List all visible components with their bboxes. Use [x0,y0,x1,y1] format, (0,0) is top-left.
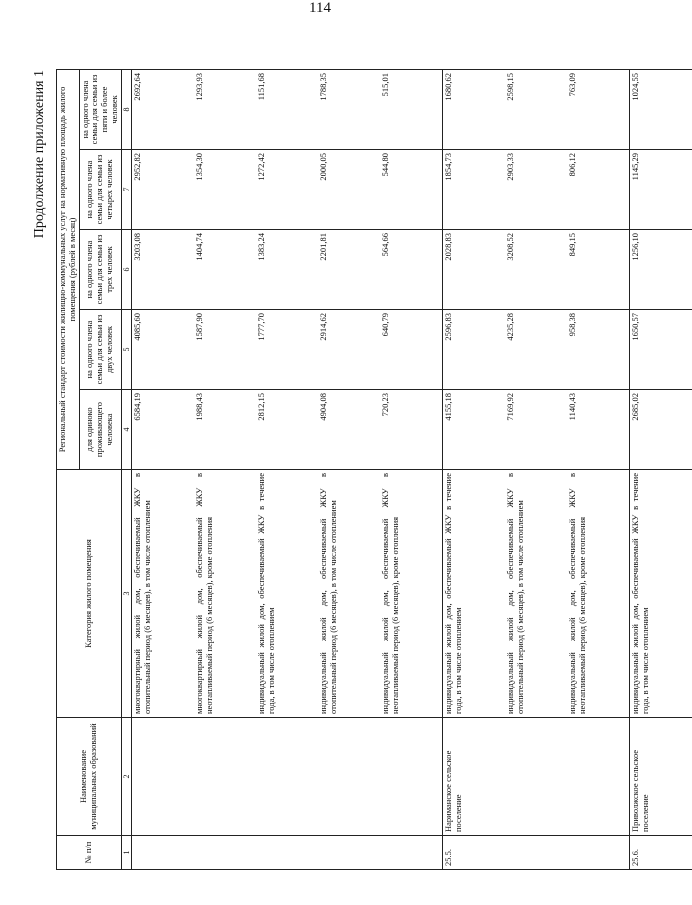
row-municipality [505,718,567,836]
row-value-five-plus: 1293,93 [194,69,256,149]
index-6: 6 [121,230,131,310]
row-category: индивидуальный жилой дом, обеспечиваемый ЖКУ в неотапливаемый период (6 месяцев), кроме отопления [567,470,630,718]
index-5: 5 [121,310,131,390]
row-value-four: 1854,73 [442,150,505,230]
row-value-single: 2812,15 [256,390,318,470]
housing-cost-table [56,69,692,870]
table-row [567,69,630,869]
header-num: № п/п [57,836,122,870]
row-municipality [380,718,443,836]
row-value-five-plus: 515,01 [380,69,443,149]
row-num [131,836,194,870]
table-row [131,69,194,869]
row-municipality [131,718,194,836]
row-value-three: 2028,83 [442,230,505,310]
page-number: 114 [309,0,331,16]
table-row [442,69,505,869]
header-sub-5: на одного члена семьи для семьи из пяти и более человек [79,69,121,149]
row-value-five-plus: 1151,68 [256,69,318,149]
table-row [256,69,318,869]
row-value-single: 1140,43 [567,390,630,470]
header-sub-2: на одного члена семьи для семьи из двух человек [79,310,121,390]
row-value-two: 1587,90 [194,310,256,390]
row-municipality [194,718,256,836]
index-1: 1 [121,836,131,870]
header-sub-4: на одного члена семьи для семьи из четырех человек [79,150,121,230]
row-num [194,836,256,870]
index-4: 4 [121,390,131,470]
header-category: Категория жилого помещения [57,470,122,718]
row-municipality: Приволжское сельское поселение [629,718,692,836]
row-value-three: 849,15 [567,230,630,310]
rotated-page-content [32,70,650,870]
row-category: индивидуальный жилой дом, обеспечиваемый ЖКУ в отопительный период (6 месяцев), в том числе отоплением [505,470,567,718]
table-row [629,69,692,869]
row-value-four: 2903,33 [505,150,567,230]
row-value-single: 4904,08 [318,390,380,470]
index-3: 3 [121,470,131,718]
row-value-four: 1145,29 [629,150,692,230]
row-category: индивидуальный жилой дом, обеспечиваемый ЖКУ в течение года, в том числе отоплением [256,470,318,718]
row-value-five-plus: 2598,15 [505,69,567,149]
row-value-five-plus: 2692,64 [131,69,194,149]
row-num [318,836,380,870]
header-row-1 [57,69,80,869]
table-row [318,69,380,869]
row-value-five-plus: 763,09 [567,69,630,149]
header-sub-1: для одиноко проживающего человека [79,390,121,470]
row-value-three: 2201,81 [318,230,380,310]
row-municipality [256,718,318,836]
row-num [567,836,630,870]
row-value-single: 2685,02 [629,390,692,470]
table-row [194,69,256,869]
row-value-single: 7169,92 [505,390,567,470]
row-value-single: 1988,43 [194,390,256,470]
row-value-four: 806,12 [567,150,630,230]
header-group: Региональный стандарт стоимости жилищно-коммунальных услуг на нормативную площадь жилого помещения (рублей в месяц) [57,69,80,469]
row-num [380,836,443,870]
row-municipality [318,718,380,836]
row-value-single: 4155,18 [442,390,505,470]
header-municipality: Наименование муниципальных образований [57,718,122,836]
row-value-three: 1404,74 [194,230,256,310]
row-value-two: 1650,57 [629,310,692,390]
row-value-two: 1777,70 [256,310,318,390]
row-category: многоквартирный жилой дом, обеспечиваемый ЖКУ в отопительный период (6 месяцев), в том числе отоплением [131,470,194,718]
row-value-three: 3208,52 [505,230,567,310]
row-category: индивидуальный жилой дом, обеспечиваемый ЖКУ в отопительный период (6 месяцев), в том числе отоплением [318,470,380,718]
index-2: 2 [121,718,131,836]
row-num [505,836,567,870]
row-value-five-plus: 1680,62 [442,69,505,149]
header-sub-3: на одного члена семьи для семьи из трех человек [79,230,121,310]
row-value-four: 2000,05 [318,150,380,230]
row-value-three: 3203,08 [131,230,194,310]
row-value-four: 1354,30 [194,150,256,230]
table-row [505,69,567,869]
row-municipality: Нариманское сельское поселение [442,718,505,836]
row-category: индивидуальный жилой дом, обеспечиваемый ЖКУ в неотапливаемый период (6 месяцев), кроме отопления [380,470,443,718]
row-value-two: 4085,60 [131,310,194,390]
row-value-four: 1272,42 [256,150,318,230]
row-value-five-plus: 1024,55 [629,69,692,149]
table-row [380,69,443,869]
row-value-single: 6584,19 [131,390,194,470]
header-index-row [121,69,131,869]
row-municipality [567,718,630,836]
row-value-five-plus: 1788,35 [318,69,380,149]
row-category: индивидуальный жилой дом, обеспечиваемый ЖКУ в течение года, в том числе отоплением [629,470,692,718]
index-8: 8 [121,69,131,149]
row-value-two: 958,38 [567,310,630,390]
row-value-three: 1256,10 [629,230,692,310]
row-value-single: 720,23 [380,390,443,470]
row-category: индивидуальный жилой дом, обеспечиваемый ЖКУ в течение года, в том числе отоплением [442,470,505,718]
row-num: 25.5. [442,836,505,870]
row-value-two: 640,79 [380,310,443,390]
row-value-two: 2914,62 [318,310,380,390]
row-category: многоквартирный жилой дом, обеспечиваемый ЖКУ в неотапливаемый период (6 месяцев), кроме отопления [194,470,256,718]
row-value-three: 1383,24 [256,230,318,310]
row-value-four: 2952,82 [131,150,194,230]
row-value-three: 564,66 [380,230,443,310]
row-value-four: 544,80 [380,150,443,230]
row-num: 25.6. [629,836,692,870]
row-value-two: 2596,83 [442,310,505,390]
row-num [256,836,318,870]
row-value-two: 4235,28 [505,310,567,390]
index-7: 7 [121,150,131,230]
appendix-label: Продолжение приложения 1 [32,70,47,239]
